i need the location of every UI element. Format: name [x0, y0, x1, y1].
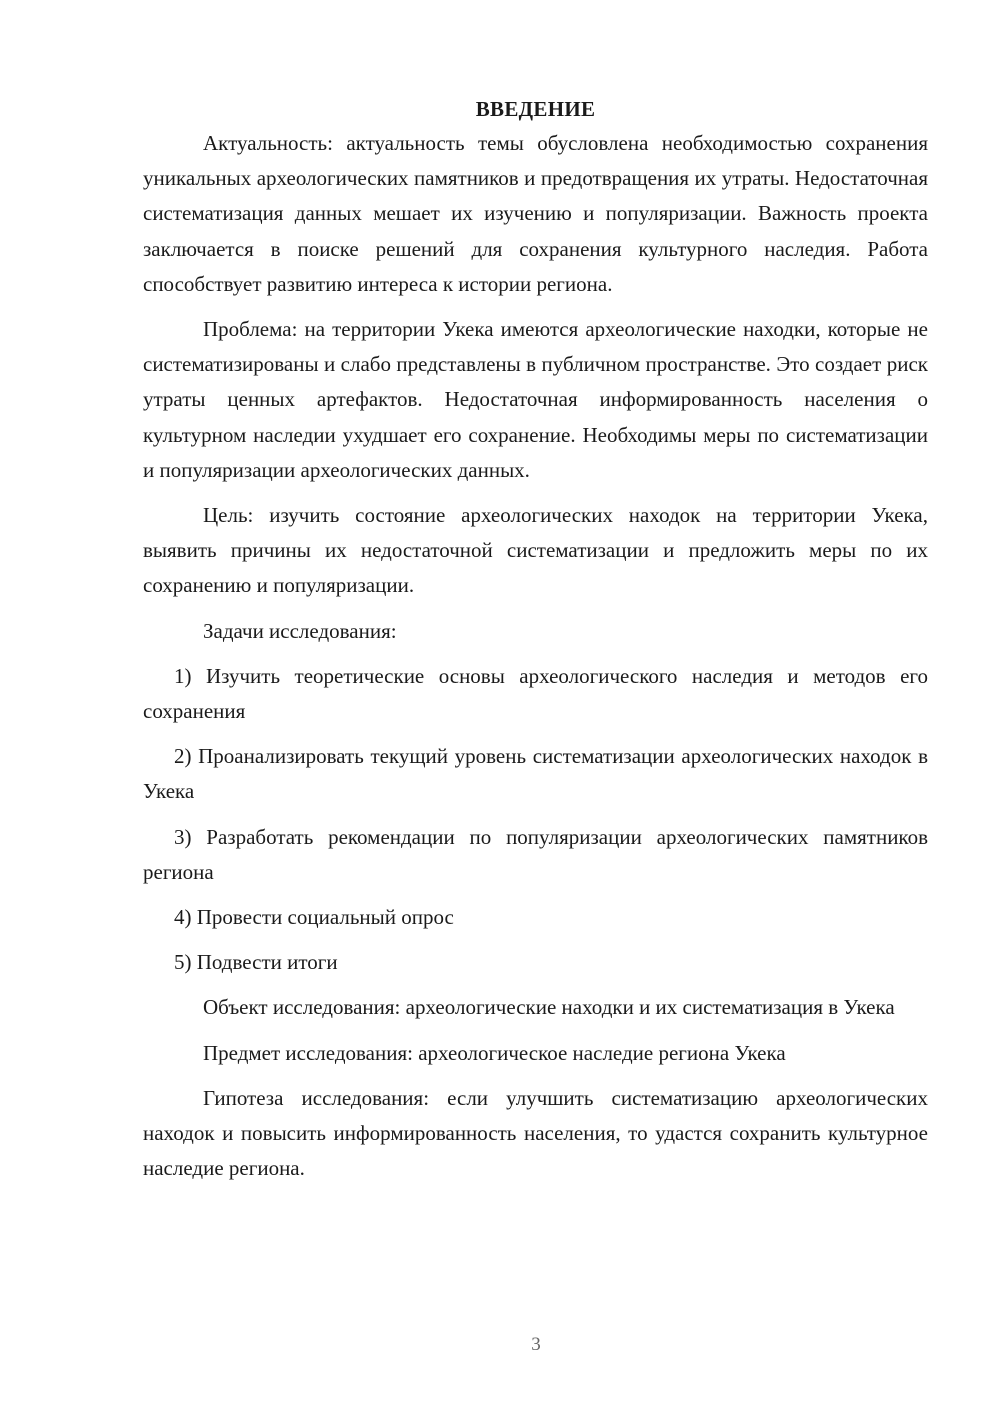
task-item-4: 4) Провести социальный опрос — [174, 905, 454, 930]
subject-paragraph: Предмет исследования: археологическое наследие региона Укека — [203, 1040, 786, 1065]
page-number: 3 — [531, 1334, 541, 1355]
document-page — [143, 94, 928, 1196]
problem-paragraph: Проблема: на территории Укека имеются археологические находки, которые не систематизированы и слабо представлены в публичном пространстве. Это создает риск утраты ценных артефактов. Недостаточная информированность населения о культурном наследии ухудшает его сохранение. Необходимы меры по систематизации и популяризации археологических данных. — [143, 317, 928, 482]
object-paragraph: Объект исследования: археологические находки и их систематизация в Укека — [203, 995, 895, 1020]
task-item-2: 2) Проанализировать текущий уровень систематизации археологических находок в Укека — [143, 744, 928, 804]
goal-paragraph: Цель: изучить состояние археологических находок на территории Укека, выявить причины их недостаточной систематизации и предложить меры по их сохранению и популяризации. — [143, 503, 928, 598]
task-item-1: 1) Изучить теоретические основы археологического наследия и методов его сохранения — [143, 663, 928, 724]
task-item-5: 5) Подвести итоги — [174, 950, 338, 975]
hypothesis-paragraph: Гипотеза исследования: если улучшить систематизацию археологических находок и повысить информированность населения, то удастся сохранить культурное наследие региона. — [143, 1085, 928, 1181]
section-title: ВВЕДЕНИЕ — [475, 97, 596, 121]
tasks-heading: Задачи исследования: — [203, 618, 397, 643]
relevance-paragraph: Актуальность: актуальность темы обусловлена необходимостью сохранения уникальных археологических памятников и предотвращения их утраты. Недостаточная систематизация данных мешает их изучению и популяризации. Важность проекта заключается в поиске решений для сохранения культурного наследия. Работа способствует развитию интереса к истории региона. — [143, 131, 928, 296]
task-item-3: 3) Разработать рекомендации по популяризации археологических памятников региона — [143, 824, 928, 884]
